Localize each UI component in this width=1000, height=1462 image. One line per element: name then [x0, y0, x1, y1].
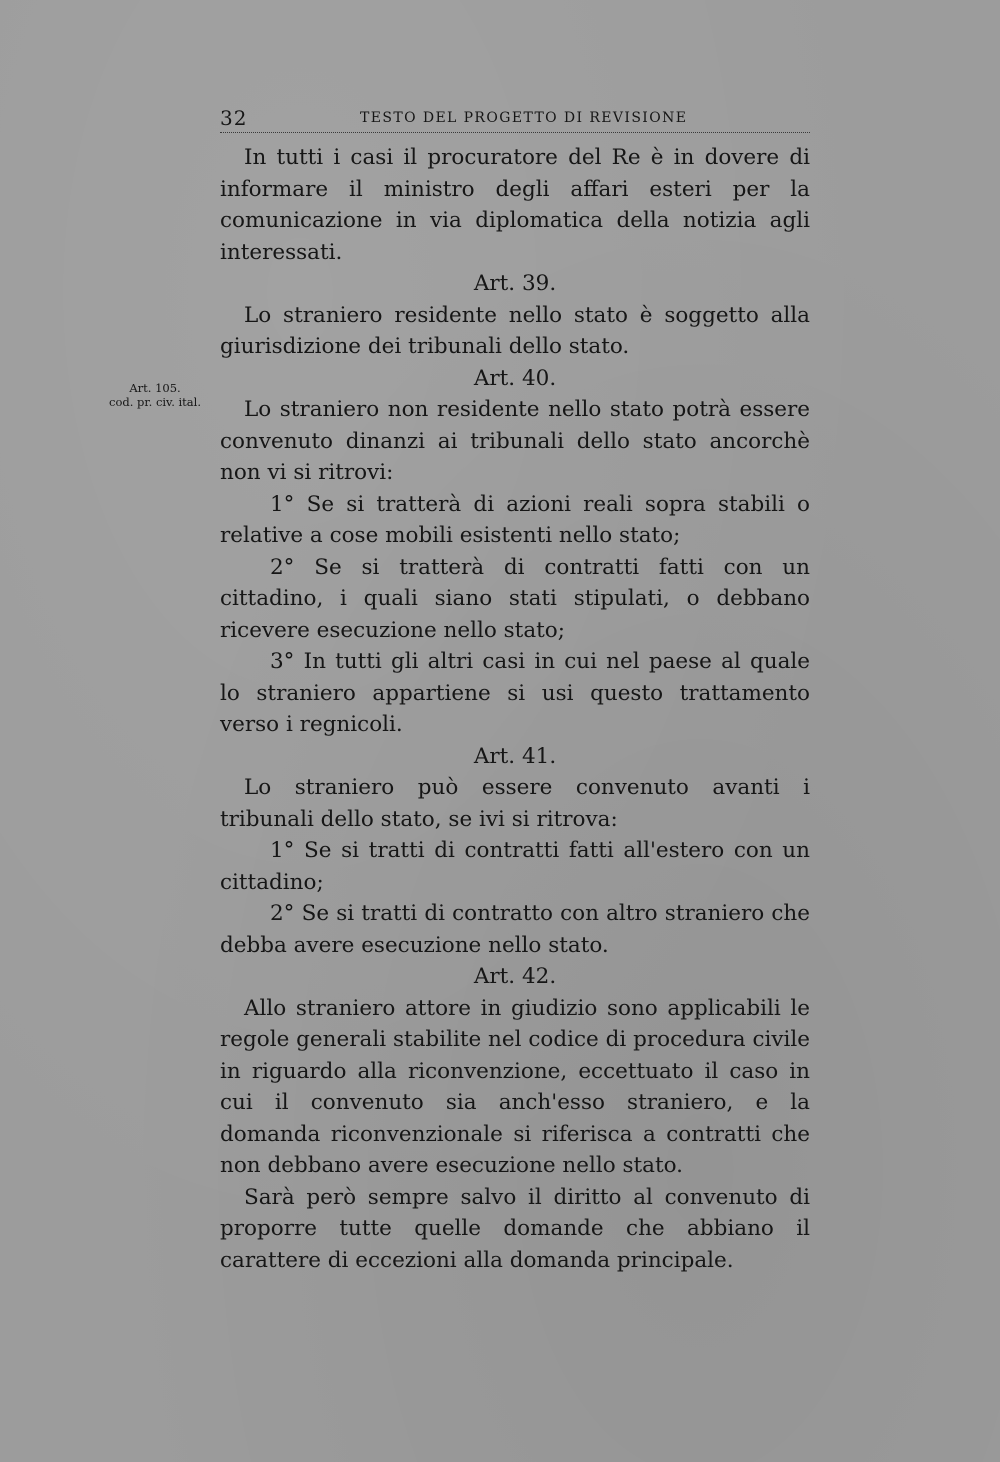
article-42-text-2: Sarà però sempre salvo il diritto al convenuto di proporre tutte quelle domande che abbiano il carattere di eccezioni alla domanda principale.: [220, 1184, 810, 1273]
article-39-text: Lo straniero residente nello stato è soggetto alla giurisdizione dei tribunali dello stato.: [220, 302, 810, 359]
page-number: 32: [220, 106, 248, 130]
article-42-text-1: Allo straniero attore in giudizio sono applicabili le regole generali stabilite nel codice di procedura civile in riguardo alla riconvenzione, eccettuato il caso in cui il convenuto sia anch'esso straniero, e la domanda riconvenzionale si riferisca a contratti che non debbano avere esecuzione nello stato.: [220, 995, 810, 1178]
article-39-title: Art. 39.: [473, 271, 557, 296]
article-40-title: Art. 40.: [473, 365, 557, 391]
running-title: TESTO DEL PROGETTO DI REVISIONE: [360, 110, 688, 126]
article-41-item-1: 1° Se si tratti di contratti fatti all'estero con un cittadino;: [220, 838, 810, 895]
margin-note-line-2: cod. pr. civ. ital.: [109, 395, 201, 409]
margin-note: [100, 381, 210, 409]
article-40-item-1: 1° Se si tratterà di azioni reali sopra stabili o relative a cose mobili esistenti nello stato;: [220, 491, 810, 548]
article-41-title: Art. 41.: [473, 743, 557, 769]
intro-paragraph: In tutti i casi il procuratore del Re è in dovere di informare il ministro degli affari esteri per la comunicazione in via diplomatica della notizia agli interessati.: [220, 145, 810, 265]
article-40-item-3: 3° In tutti gli altri casi in cui nel paese al quale lo straniero appartiene si usi questo trattamento verso i regnicoli.: [220, 649, 810, 737]
article-40-item-2: 2° Se si tratterà di contratti fatti con un cittadino, i quali siano stati stipulati, o debbano ricevere esecuzione nello stato;: [220, 554, 810, 643]
margin-note-line-1: Art. 105.: [129, 381, 181, 395]
article-40-text: Lo straniero non residente nello stato potrà essere convenuto dinanzi ai tribunali dello stato ancorchè non vi si ritrovi:: [220, 397, 810, 485]
body-text: [220, 142, 810, 1276]
article-41-text: Lo straniero può essere convenuto avanti i tribunali dello stato, se ivi si ritrova:: [220, 775, 810, 832]
article-41-item-2: 2° Se si tratti di contratto con altro straniero che debba avere esecuzione nello stato.: [220, 901, 810, 958]
article-42-title: Art. 42.: [473, 964, 557, 989]
page-header: [220, 102, 810, 133]
